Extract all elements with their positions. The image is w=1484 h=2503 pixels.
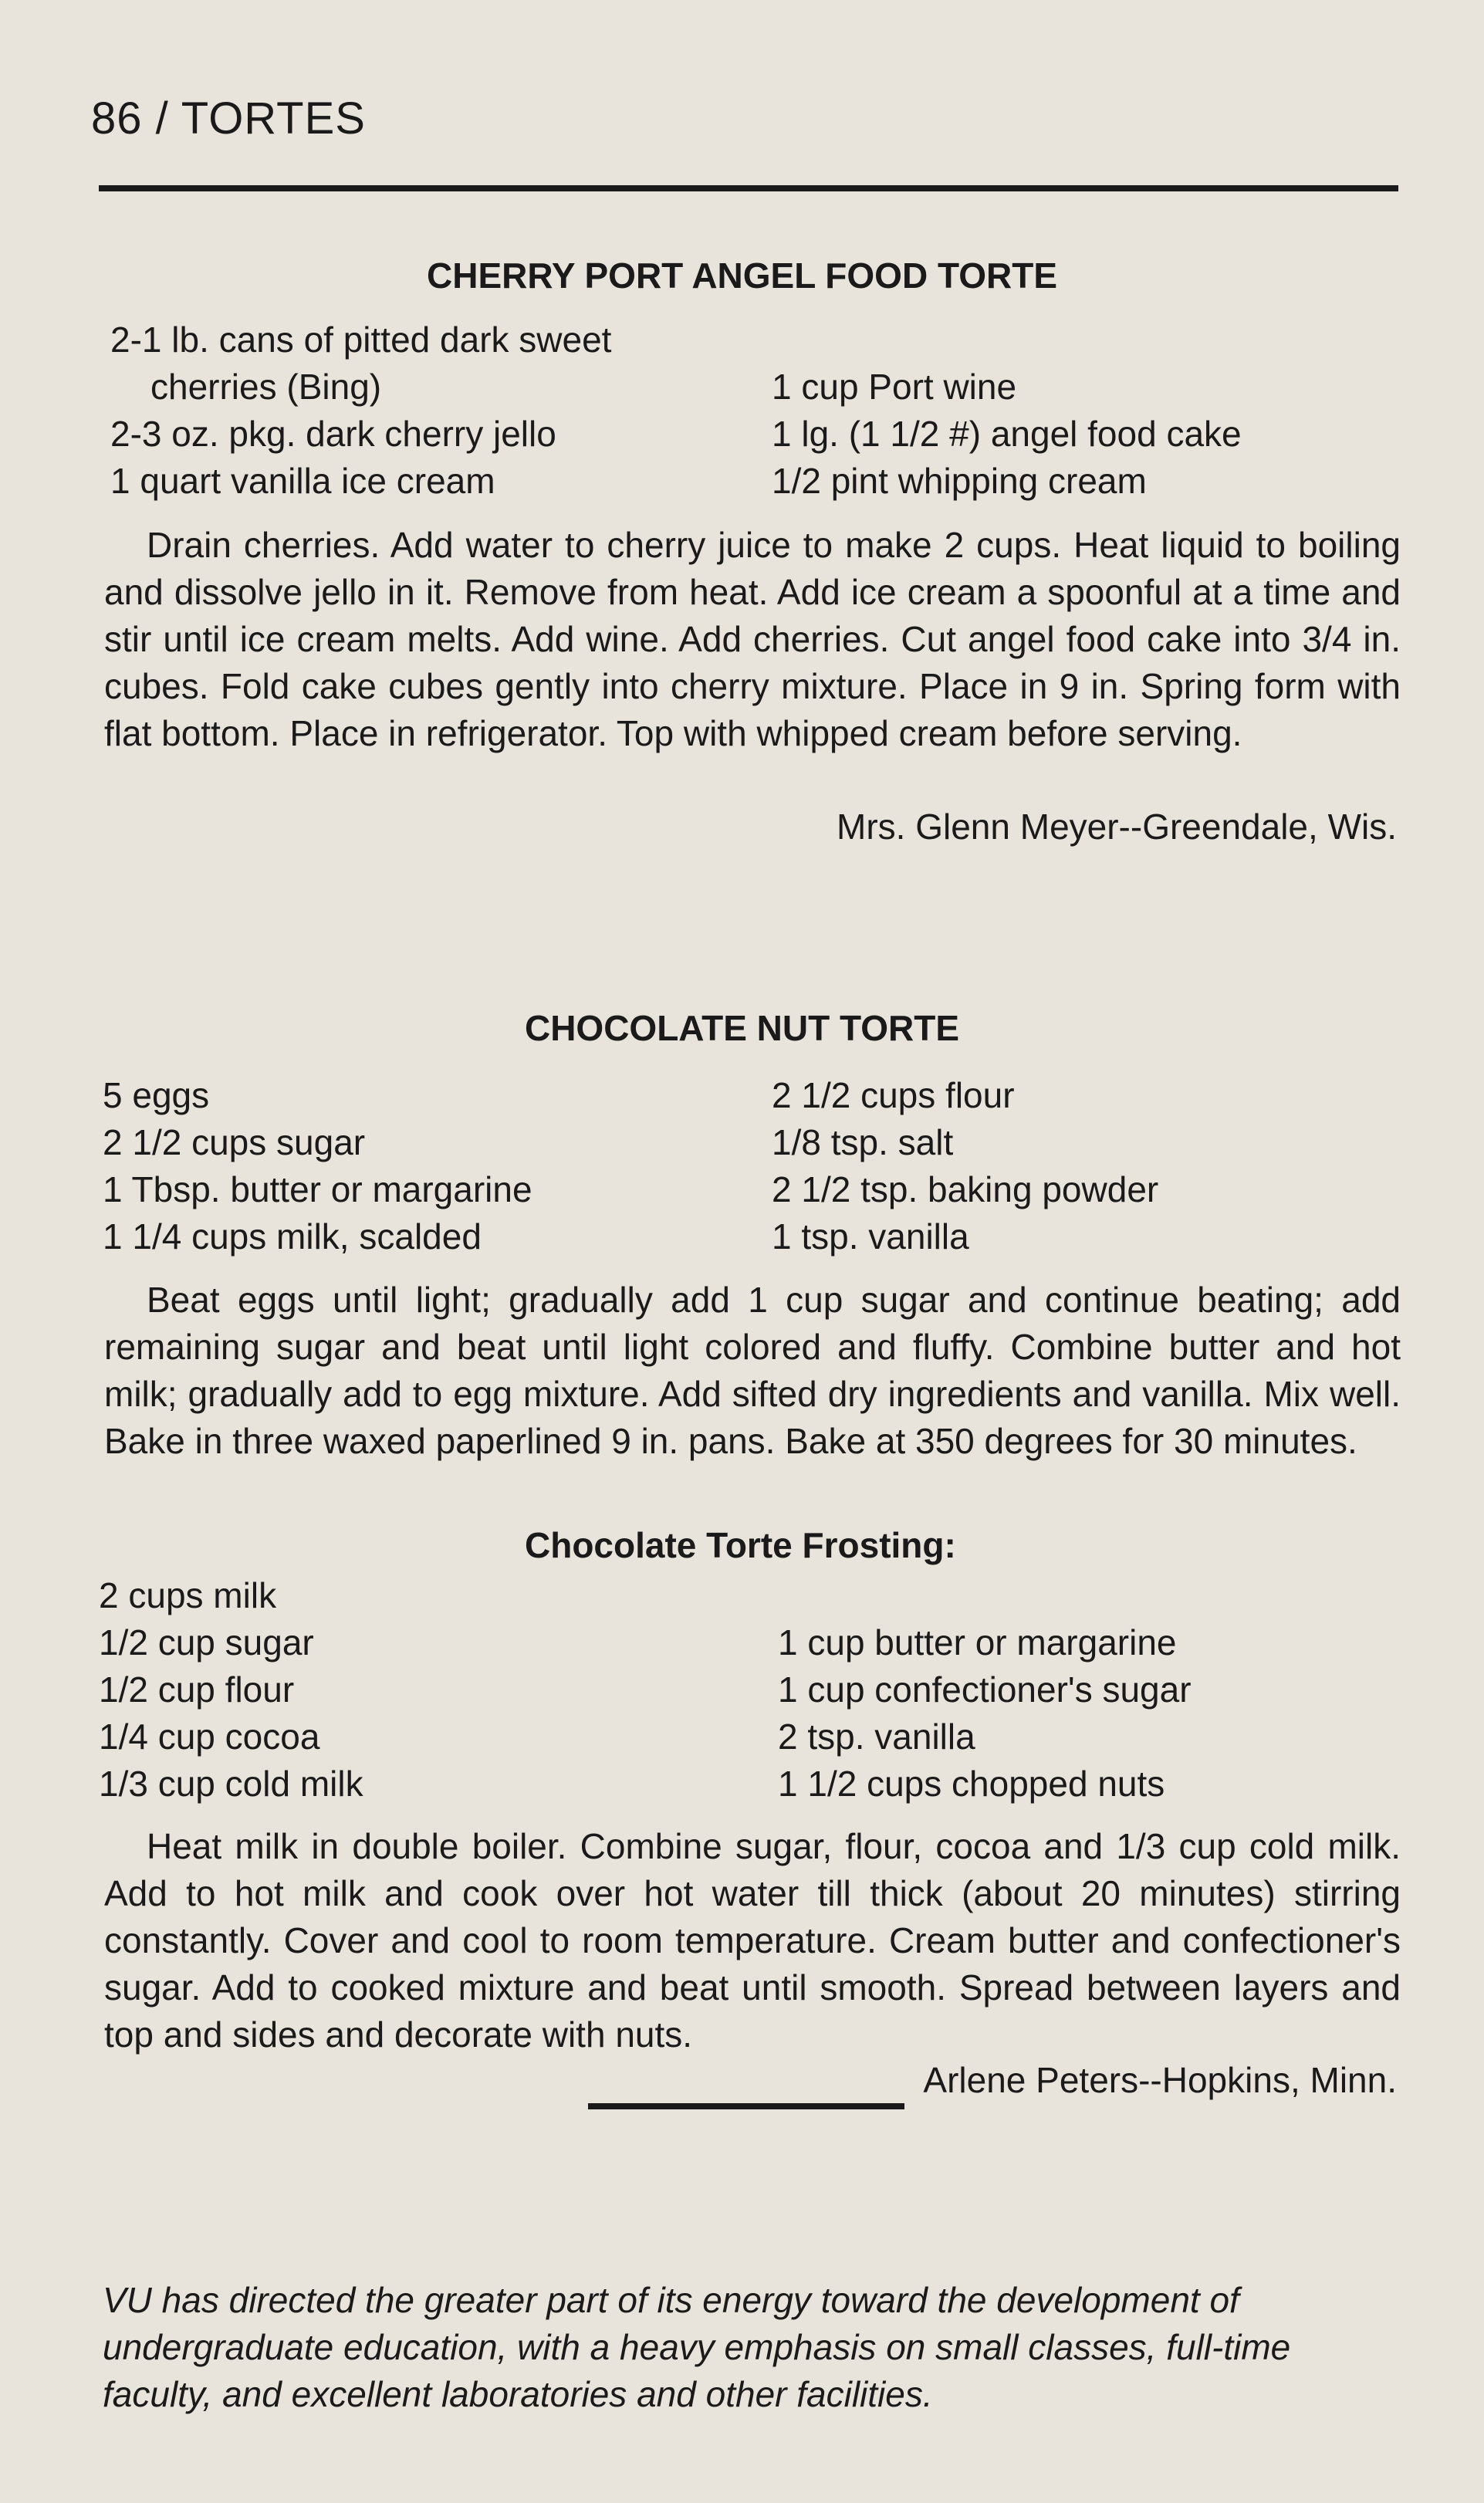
footer-note: VU has directed the greater part of its energy toward the development of undergraduate education, with a heavy emphasis on small classes, full-time faculty, and excellent laboratories and other facilities.	[103, 2280, 1291, 2414]
recipe2-ingredient: 1 tsp. vanilla	[772, 1216, 969, 1257]
recipe2-ingredient: 2 1/2 cups sugar	[103, 1122, 366, 1162]
frosting-ingredient: 1 1/2 cups chopped nuts	[778, 1764, 1165, 1804]
recipe2-ingredient: 5 eggs	[103, 1075, 210, 1115]
frosting-ingredient: 1 cup butter or margarine	[778, 1622, 1177, 1662]
recipe2-contributor: Arlene Peters--Hopkins, Minn.	[923, 2060, 1397, 2100]
frosting-directions: Heat milk in double boiler. Combine sugar, flour, cocoa and 1/3 cup cold milk. Add to hot milk and cook over hot water till thick (about 20 minutes) stirring constantly. Cover and cool to room temperature. Cream butter and confectioner's sugar. Add to cooked mixture and beat until smooth. Spread between layers and top and sides and decorate with nuts.	[104, 1826, 1401, 2055]
page-header: 86 / TORTES	[91, 93, 366, 144]
recipe1-ingredient: 1 quart vanilla ice cream	[110, 461, 495, 501]
recipe1-ingredient: 1 lg. (1 1/2 #) angel food cake	[772, 414, 1242, 454]
recipe2-ingredient: 1 1/4 cups milk, scalded	[103, 1216, 482, 1257]
recipe1-ingredient: 2-3 oz. pkg. dark cherry jello	[110, 414, 556, 454]
recipe1-ingredient: 1 cup Port wine	[772, 367, 1017, 407]
section-divider	[588, 2103, 904, 2109]
recipe2-ingredient: 2 1/2 cups flour	[772, 1075, 1015, 1115]
frosting-ingredient: 1 cup confectioner's sugar	[778, 1669, 1192, 1710]
frosting-ingredient: 1/2 cup sugar	[99, 1622, 314, 1662]
recipe2-ingredient: 2 1/2 tsp. baking powder	[772, 1169, 1159, 1209]
frosting-ingredient: 1/3 cup cold milk	[99, 1764, 363, 1804]
recipe2-title: CHOCOLATE NUT TORTE	[524, 1008, 960, 1048]
recipe1-directions: Drain cherries. Add water to cherry juice to make 2 cups. Heat liquid to boiling and dissolve jello in it. Remove from heat. Add ice cream a spoonful at a time and stir until ice cream melts. Add wine. Add cherries. Cut angel food cake into 3/4 in. cubes. Fold cake cubes gently into cherry mixture. Place in 9 in. Spring form with flat bottom. Place in refrigerator. Top with whipped cream before serving.	[104, 525, 1401, 753]
header-rule	[99, 185, 1398, 191]
recipe1-ingredient: cherries (Bing)	[150, 367, 382, 407]
frosting-ingredient: 2 cups milk	[99, 1575, 277, 1615]
frosting-ingredient: 1/2 cup flour	[99, 1669, 295, 1710]
recipe1-ingredient: 2-1 lb. cans of pitted dark sweet	[110, 320, 612, 360]
recipe2-directions: Beat eggs until light; gradually add 1 cup sugar and continue beating; add remaining sugar and beat until light colored and fluffy. Combine butter and hot milk; gradually add to egg mixture. Add sifted dry ingredients and vanilla. Mix well. Bake in three waxed paperlined 9 in. pans. Bake at 350 degrees for 30 minutes.	[104, 1280, 1401, 1461]
recipe1-ingredient: 1/2 pint whipping cream	[772, 461, 1147, 501]
recipe2-ingredient: 1/8 tsp. salt	[772, 1122, 954, 1162]
frosting-title: Chocolate Torte Frosting:	[525, 1525, 956, 1565]
recipe1-contributor: Mrs. Glenn Meyer--Greendale, Wis.	[837, 807, 1397, 847]
recipe2-ingredient: 1 Tbsp. butter or margarine	[103, 1169, 532, 1209]
recipe1-title: CHERRY PORT ANGEL FOOD TORTE	[427, 255, 1057, 296]
frosting-ingredient: 2 tsp. vanilla	[778, 1717, 975, 1757]
frosting-ingredient: 1/4 cup cocoa	[99, 1717, 320, 1757]
